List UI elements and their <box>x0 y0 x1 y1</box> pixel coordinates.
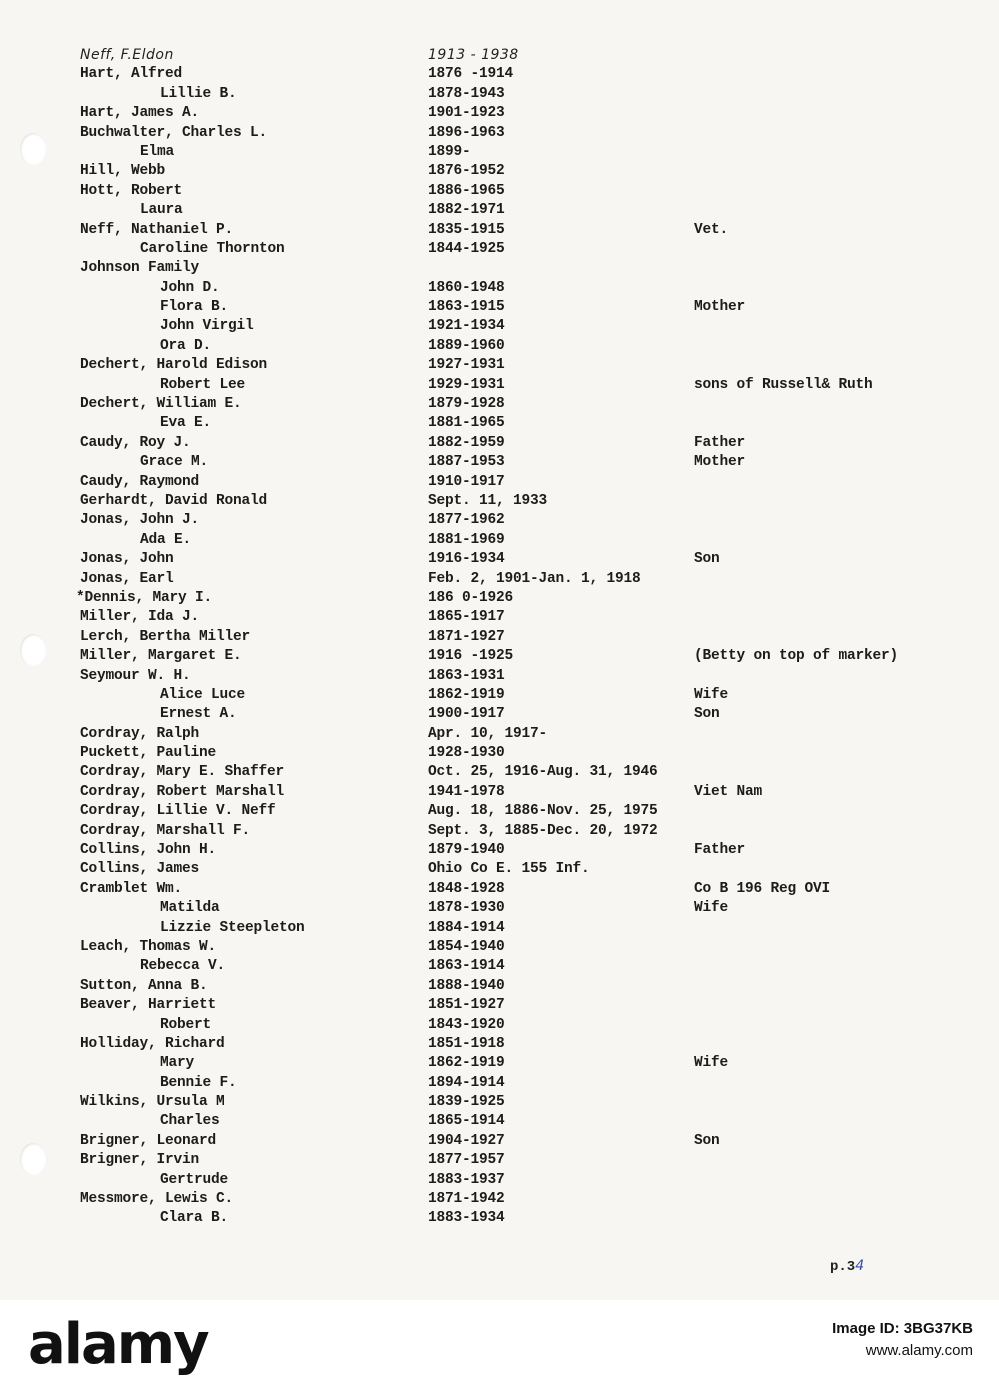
record-name: Cordray, Robert Marshall <box>80 783 285 800</box>
record-dates: 1877-1962 <box>428 512 505 529</box>
record-name: Caudy, Roy J. <box>80 434 191 451</box>
record-name: John D. <box>160 279 220 296</box>
record-dates: 1860-1948 <box>428 279 505 296</box>
record-row <box>0 414 999 433</box>
record-dates: 1862-1919 <box>428 686 505 703</box>
record-name: Lerch, Bertha Miller <box>80 628 251 645</box>
record-name: John Virgil <box>160 318 254 335</box>
record-row <box>0 667 999 686</box>
record-row <box>0 162 999 181</box>
record-name: Dechert, Harold Edison <box>80 357 268 374</box>
record-note: Son <box>694 706 720 723</box>
record-dates: Sept. 11, 1933 <box>428 492 548 509</box>
record-name: Brigner, Irvin <box>80 1152 200 1169</box>
record-dates: 1887-1953 <box>428 454 505 471</box>
record-name: Messmore, Lewis C. <box>80 1191 234 1208</box>
record-name: Caroline Thornton <box>140 240 285 257</box>
record-row <box>0 744 999 763</box>
record-name: Wilkins, Ursula M <box>80 1094 225 1111</box>
record-dates: 1881-1965 <box>428 415 505 432</box>
record-dates: 1877-1957 <box>428 1152 505 1169</box>
record-dates: 1865-1917 <box>428 609 505 626</box>
record-dates: Apr. 10, 1917- <box>428 725 548 742</box>
record-dates: 1878-1930 <box>428 900 505 917</box>
record-name: Elma <box>140 143 175 160</box>
record-row <box>0 1132 999 1151</box>
record-dates: 1901-1923 <box>428 105 505 122</box>
record-row <box>0 608 999 627</box>
record-row <box>0 977 999 996</box>
record-name: Hart, James A. <box>80 105 200 122</box>
record-dates: Sept. 3, 1885-Dec. 20, 1972 <box>428 822 658 839</box>
header-name: Neff, F.Eldon <box>80 47 174 63</box>
record-dates: Oct. 25, 1916-Aug. 31, 1946 <box>428 764 658 781</box>
record-note: Wife <box>694 900 729 917</box>
record-dates: 1865-1914 <box>428 1113 505 1130</box>
record-note: Co B 196 Reg OVI <box>694 880 831 897</box>
record-dates: Ohio Co E. 155 Inf. <box>428 861 590 878</box>
record-note: Wife <box>694 1055 729 1072</box>
record-dates: 1851-1927 <box>428 997 505 1014</box>
record-dates: 1927-1931 <box>428 357 505 374</box>
record-row <box>0 1016 999 1035</box>
record-row <box>0 996 999 1015</box>
record-row <box>0 1074 999 1093</box>
record-note: Son <box>694 551 720 568</box>
record-dates: 1879-1928 <box>428 396 505 413</box>
record-dates: 1835-1915 <box>428 221 505 238</box>
record-dates: 1889-1960 <box>428 337 505 354</box>
record-row <box>0 1190 999 1209</box>
record-row <box>0 919 999 938</box>
record-row <box>0 492 999 511</box>
record-name: Cordray, Marshall F. <box>80 822 251 839</box>
record-row <box>0 531 999 550</box>
record-dates: 1863-1914 <box>428 958 505 975</box>
record-dates: 1862-1919 <box>428 1055 505 1072</box>
record-dates: 1851-1918 <box>428 1035 505 1052</box>
record-dates: 1871-1942 <box>428 1191 505 1208</box>
page-number-handwritten: 4 <box>855 1258 865 1274</box>
page-number <box>830 1258 864 1275</box>
record-name: Gertrude <box>160 1171 229 1188</box>
record-name: Hill, Webb <box>80 163 166 180</box>
record-name: Cordray, Lillie V. Neff <box>80 803 276 820</box>
record-name: Jonas, John J. <box>80 512 200 529</box>
record-dates: 1876-1952 <box>428 163 505 180</box>
record-dates: 1921-1934 <box>428 318 505 335</box>
record-name: Robert Lee <box>160 376 246 393</box>
record-row <box>0 938 999 957</box>
record-dates: 1883-1934 <box>428 1210 505 1227</box>
record-name: Holliday, Richard <box>80 1035 225 1052</box>
record-name: Seymour W. H. <box>80 667 191 684</box>
record-row <box>0 259 999 278</box>
record-note: Mother <box>694 454 746 471</box>
record-dates: 1848-1928 <box>428 880 505 897</box>
record-row <box>0 182 999 201</box>
record-name: Matilda <box>160 900 220 917</box>
record-row <box>0 85 999 104</box>
record-dates: 1839-1925 <box>428 1094 505 1111</box>
record-dates: 1904-1927 <box>428 1132 505 1149</box>
record-dates: Feb. 2, 1901-Jan. 1, 1918 <box>428 570 641 587</box>
record-row <box>0 511 999 530</box>
record-dates: 1843-1920 <box>428 1016 505 1033</box>
record-name: Cordray, Mary E. Shaffer <box>80 764 285 781</box>
record-dates: 1916 -1925 <box>428 648 514 665</box>
record-row <box>0 453 999 472</box>
record-row <box>0 841 999 860</box>
record-dates: 1871-1927 <box>428 628 505 645</box>
record-name: *Dennis, Mary I. <box>76 589 213 606</box>
record-row <box>0 298 999 317</box>
record-row <box>0 1151 999 1170</box>
record-row <box>0 628 999 647</box>
record-name: Dechert, William E. <box>80 396 242 413</box>
record-dates: 1882-1959 <box>428 434 505 451</box>
record-name: Robert <box>160 1016 212 1033</box>
record-dates: 1863-1931 <box>428 667 505 684</box>
record-name: Beaver, Harriett <box>80 997 217 1014</box>
record-name: Jonas, John <box>80 551 174 568</box>
record-note: Vet. <box>694 221 729 238</box>
site-url: www.alamy.com <box>865 1342 973 1359</box>
record-row <box>0 317 999 336</box>
record-dates: 1884-1914 <box>428 919 505 936</box>
record-name: Cordray, Ralph <box>80 725 200 742</box>
record-row <box>0 880 999 899</box>
record-row <box>0 589 999 608</box>
record-name: Sutton, Anna B. <box>80 977 208 994</box>
record-name: Miller, Margaret E. <box>80 648 242 665</box>
record-name: Miller, Ida J. <box>80 609 200 626</box>
record-row <box>0 1093 999 1112</box>
record-dates: 1896-1963 <box>428 124 505 141</box>
record-name: Clara B. <box>160 1210 229 1227</box>
record-name: Collins, James <box>80 861 200 878</box>
record-row <box>0 240 999 259</box>
record-dates: 1881-1969 <box>428 531 505 548</box>
record-row <box>0 899 999 918</box>
record-name: Hott, Robert <box>80 182 183 199</box>
record-row <box>0 65 999 84</box>
record-name: Grace M. <box>140 454 209 471</box>
record-name: Lizzie Steepleton <box>160 919 305 936</box>
record-dates: 1900-1917 <box>428 706 505 723</box>
record-dates: 1844-1925 <box>428 240 505 257</box>
record-name: Mary <box>160 1055 195 1072</box>
record-name: Buchwalter, Charles L. <box>80 124 268 141</box>
record-dates: 1886-1965 <box>428 182 505 199</box>
record-row <box>0 356 999 375</box>
record-row <box>0 802 999 821</box>
record-row <box>0 201 999 220</box>
record-dates: 1878-1943 <box>428 85 505 102</box>
record-dates: 1882-1971 <box>428 202 505 219</box>
record-row <box>0 124 999 143</box>
record-name: Puckett, Pauline <box>80 745 217 762</box>
record-dates: 1928-1930 <box>428 745 505 762</box>
record-note: Wife <box>694 686 729 703</box>
alamy-logo: alamy <box>28 1312 208 1377</box>
record-name: Laura <box>140 202 183 219</box>
page-number-typed: p.3 <box>830 1259 856 1275</box>
record-name: Johnson Family <box>80 260 200 277</box>
record-note: Father <box>694 842 746 859</box>
record-name: Ada E. <box>140 531 192 548</box>
watermark-footer <box>0 1300 999 1390</box>
record-dates: 1863-1915 <box>428 299 505 316</box>
record-row <box>0 783 999 802</box>
record-name: Ernest A. <box>160 706 237 723</box>
record-name: Flora B. <box>160 299 229 316</box>
record-note: Son <box>694 1132 720 1149</box>
header-row <box>0 46 999 65</box>
record-dates: 1899- <box>428 143 471 160</box>
record-dates: 1894-1914 <box>428 1074 505 1091</box>
record-row <box>0 104 999 123</box>
record-name: Lillie B. <box>160 85 237 102</box>
record-name: Charles <box>160 1113 220 1130</box>
record-row <box>0 279 999 298</box>
image-id: Image ID: 3BG37KB <box>832 1320 973 1337</box>
record-row <box>0 686 999 705</box>
record-dates: 1941-1978 <box>428 783 505 800</box>
record-name: Neff, Nathaniel P. <box>80 221 234 238</box>
record-row <box>0 822 999 841</box>
record-name: Hart, Alfred <box>80 66 183 83</box>
record-dates: 1916-1934 <box>428 551 505 568</box>
record-row <box>0 1171 999 1190</box>
record-dates: 1854-1940 <box>428 938 505 955</box>
record-dates: 1888-1940 <box>428 977 505 994</box>
record-note: Viet Nam <box>694 783 763 800</box>
record-name: Bennie F. <box>160 1074 237 1091</box>
record-name: Jonas, Earl <box>80 570 174 587</box>
record-dates: 1876 -1914 <box>428 66 514 83</box>
record-name: Ora D. <box>160 337 212 354</box>
record-row <box>0 763 999 782</box>
record-dates: 1883-1937 <box>428 1171 505 1188</box>
record-row <box>0 221 999 240</box>
record-dates: Aug. 18, 1886-Nov. 25, 1975 <box>428 803 658 820</box>
record-name: Caudy, Raymond <box>80 473 200 490</box>
record-dates: 1910-1917 <box>428 473 505 490</box>
record-name: Alice Luce <box>160 686 246 703</box>
record-row <box>0 647 999 666</box>
record-name: Cramblet Wm. <box>80 880 183 897</box>
record-row <box>0 395 999 414</box>
record-row <box>0 376 999 395</box>
record-dates: 186 0-1926 <box>428 589 514 606</box>
record-row <box>0 337 999 356</box>
record-row <box>0 550 999 569</box>
record-dates: 1879-1940 <box>428 842 505 859</box>
record-row <box>0 957 999 976</box>
record-row <box>0 1054 999 1073</box>
record-dates: 1929-1931 <box>428 376 505 393</box>
record-name: Eva E. <box>160 415 212 432</box>
record-row <box>0 143 999 162</box>
record-row <box>0 570 999 589</box>
image-meta <box>832 1318 973 1362</box>
record-row <box>0 473 999 492</box>
record-row <box>0 705 999 724</box>
record-row <box>0 725 999 744</box>
record-name: Brigner, Leonard <box>80 1132 217 1149</box>
record-name: Leach, Thomas W. <box>80 938 217 955</box>
record-row <box>0 1209 999 1228</box>
record-list <box>0 46 999 1229</box>
record-row <box>0 860 999 879</box>
record-name: Rebecca V. <box>140 958 226 975</box>
record-name: Collins, John H. <box>80 842 217 859</box>
record-name: Gerhardt, David Ronald <box>80 492 268 509</box>
record-row <box>0 1112 999 1131</box>
record-note: Father <box>694 434 746 451</box>
record-row <box>0 1035 999 1054</box>
record-row <box>0 434 999 453</box>
record-note: sons of Russell& Ruth <box>694 376 873 393</box>
record-note: (Betty on top of marker) <box>694 648 899 665</box>
record-note: Mother <box>694 299 746 316</box>
header-dates: 1913 - 1938 <box>428 47 519 63</box>
